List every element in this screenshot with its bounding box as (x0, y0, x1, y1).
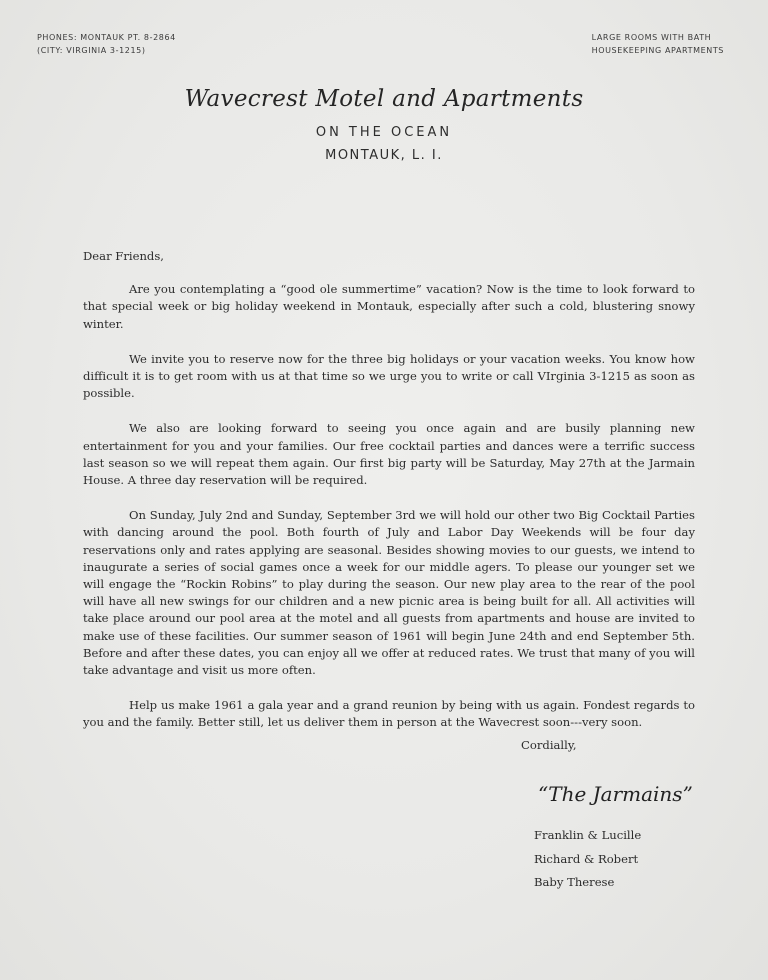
amenities-info (592, 31, 724, 57)
phone-line: PHONES: MONTAUK PT. 8-2864 (37, 33, 176, 42)
letterhead-location: MONTAUK, L. I. (325, 148, 443, 163)
amenity-line: LARGE ROOMS WITH BATH (591, 33, 712, 42)
signers-list (534, 824, 641, 895)
paragraph: Help us make 1961 a gala year and a grand reunion by being with us again. Fondest regards to you and the family. Better still, let us deliver them in person at the Wavecrest soon---very soon. (83, 698, 695, 730)
signer: Franklin & Lucille (534, 828, 642, 842)
signer: Baby Therese (534, 875, 615, 889)
signer: Richard & Robert (534, 851, 639, 866)
motel-name: Wavecrest Motel and Apartments (184, 86, 584, 112)
city-phone-line: (CITY: VIRGINIA 3-1215) (37, 46, 146, 55)
signature: “The Jarmains” (538, 782, 693, 806)
salutation: Dear Friends, (83, 249, 164, 263)
paragraph: We also are looking forward to seeing you once again and are busily planning new entertainment for you and your families. Our free cocktail parties and dances were a terrific success last season so we will repeat them again. Our first big party will be Saturday, May 27th at the Jarmain House. A three day reservation will be required. (83, 421, 695, 488)
amenity-line: HOUSEKEEPING APARTMENTS (591, 46, 724, 55)
letterhead-tagline: ON THE OCEAN (315, 125, 453, 140)
closing: Cordially, (521, 738, 577, 752)
paragraph: We invite you to reserve now for the three big holidays or your vacation weeks. You know how difficult it is to get room with us at that time so we urge you to write or call VIrginia 3-1215 as soon as possible. (83, 351, 695, 401)
paragraph: Are you contemplating a “good ole summertime” vacation? Now is the time to look forward to that special week or big holiday weekend in Montauk, especially after such a cold, blustering snowy winter. (83, 282, 695, 331)
paragraph: On Sunday, July 2nd and Sunday, September 3rd we will hold our other two Big Cocktail Parties with dancing around the pool. Both fourth of July and Labor Day Weekends will be four day reservations only and rates applying are seasonal. Besides showing movies to our guests, we intend to inaugurate a series of social games once a week for our middle agers. To please our younger set we will engage the “Rockin Robins” to play during the season. Our new play area to the rear of the pool will have all new swings for our children and a new picnic area is being built for all. All activities will take place around our pool area at the motel and all guests from apartments and house are invited to make use of these facilities. Our summer season of 1961 will begin June 24th and end September 5th. Before and after these dates, you can enjoy all we offer at reduced rates. We trust that many of you will take advantage and visit us more often. (83, 508, 695, 678)
phone-info (37, 31, 176, 57)
letter-body (83, 248, 695, 750)
